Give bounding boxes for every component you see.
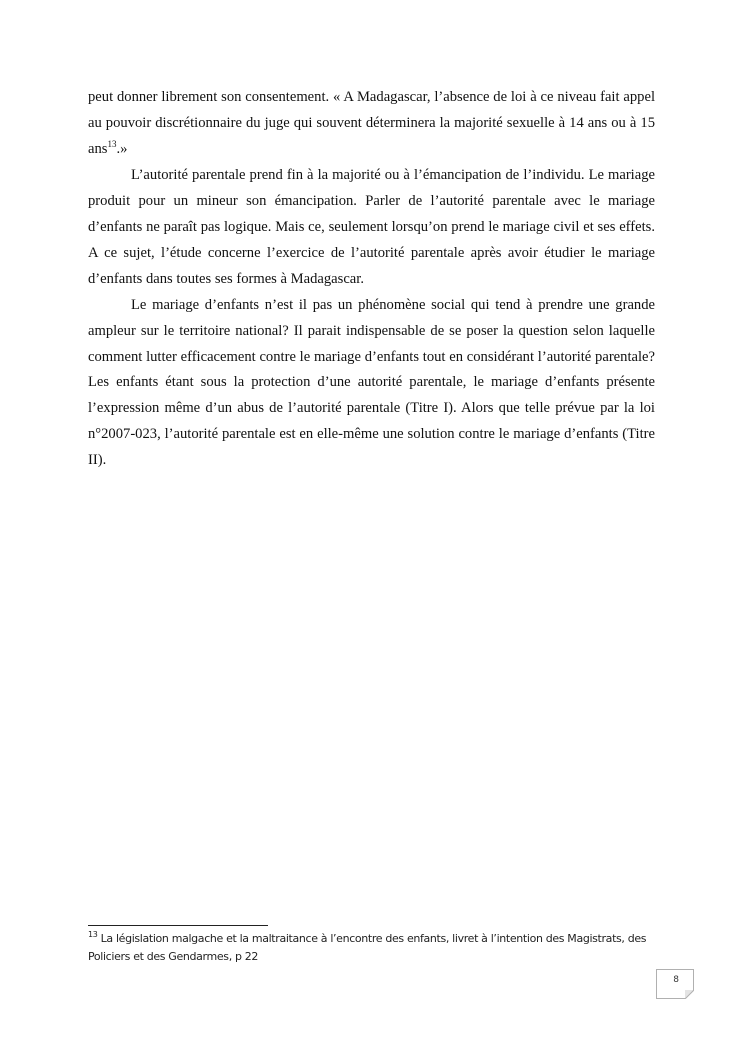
paragraph-1-text: peut donner librement son consentement. « A Madagascar, l’absence de loi à ce niveau fait appel au pouvoir discrétionnaire du juge qui souvent déterminera la majorité sexuelle à 14 ans ou à 15 ans: [88, 89, 655, 157]
footnote-separator: [88, 925, 268, 926]
page-fold-icon: [685, 990, 694, 999]
paragraph-3: Le mariage d’enfants n’est il pas un phénomène social qui tend à prendre une grande ampleur sur le territoire national? Il parait indispensable de se poser la question selon laquelle comment lutter efficacement contre le mariage d’enfants tout en considérant l’autorité parentale? Les enfants étant sous la protection d’une autorité parentale, le mariage d’enfants présente l’expression même d’un abus de l’autorité parentale (Titre I). Alors que telle prévue par la loi n°2007-023, l’autorité parentale est en elle-même une solution contre le mariage d’enfants (Titre II).: [88, 296, 655, 469]
footnote-number: 13: [88, 930, 98, 939]
paragraph-1-tail: .»: [116, 140, 128, 157]
paragraph-2: L’autorité parentale prend fin à la majorité ou à l’émancipation de l’individu. Le mariage produit pour un mineur son émancipation. Parler de l’autorité parentale avec le mariage d’enfants ne paraît pas logique. Mais ce, seulement lorsqu’on prend le mariage civil et ses effets. A ce sujet, l’étude concerne l’exercice de l’autorité parentale après avoir étudier le mariage d’enfants dans toutes ses formes à Madagascar.: [88, 166, 655, 287]
footnote-reference[interactable]: 13: [107, 138, 117, 149]
footnote: [88, 930, 658, 966]
footnote-text: La législation malgache et la maltraitance à l’encontre des enfants, livret à l’intention des Magistrats, des Policiers et des Gendarmes, p 22: [88, 932, 647, 963]
paragraph-1: [88, 85, 655, 163]
body-text: [88, 85, 655, 474]
page-number-box: [656, 969, 694, 999]
page-number: 8: [673, 975, 679, 985]
